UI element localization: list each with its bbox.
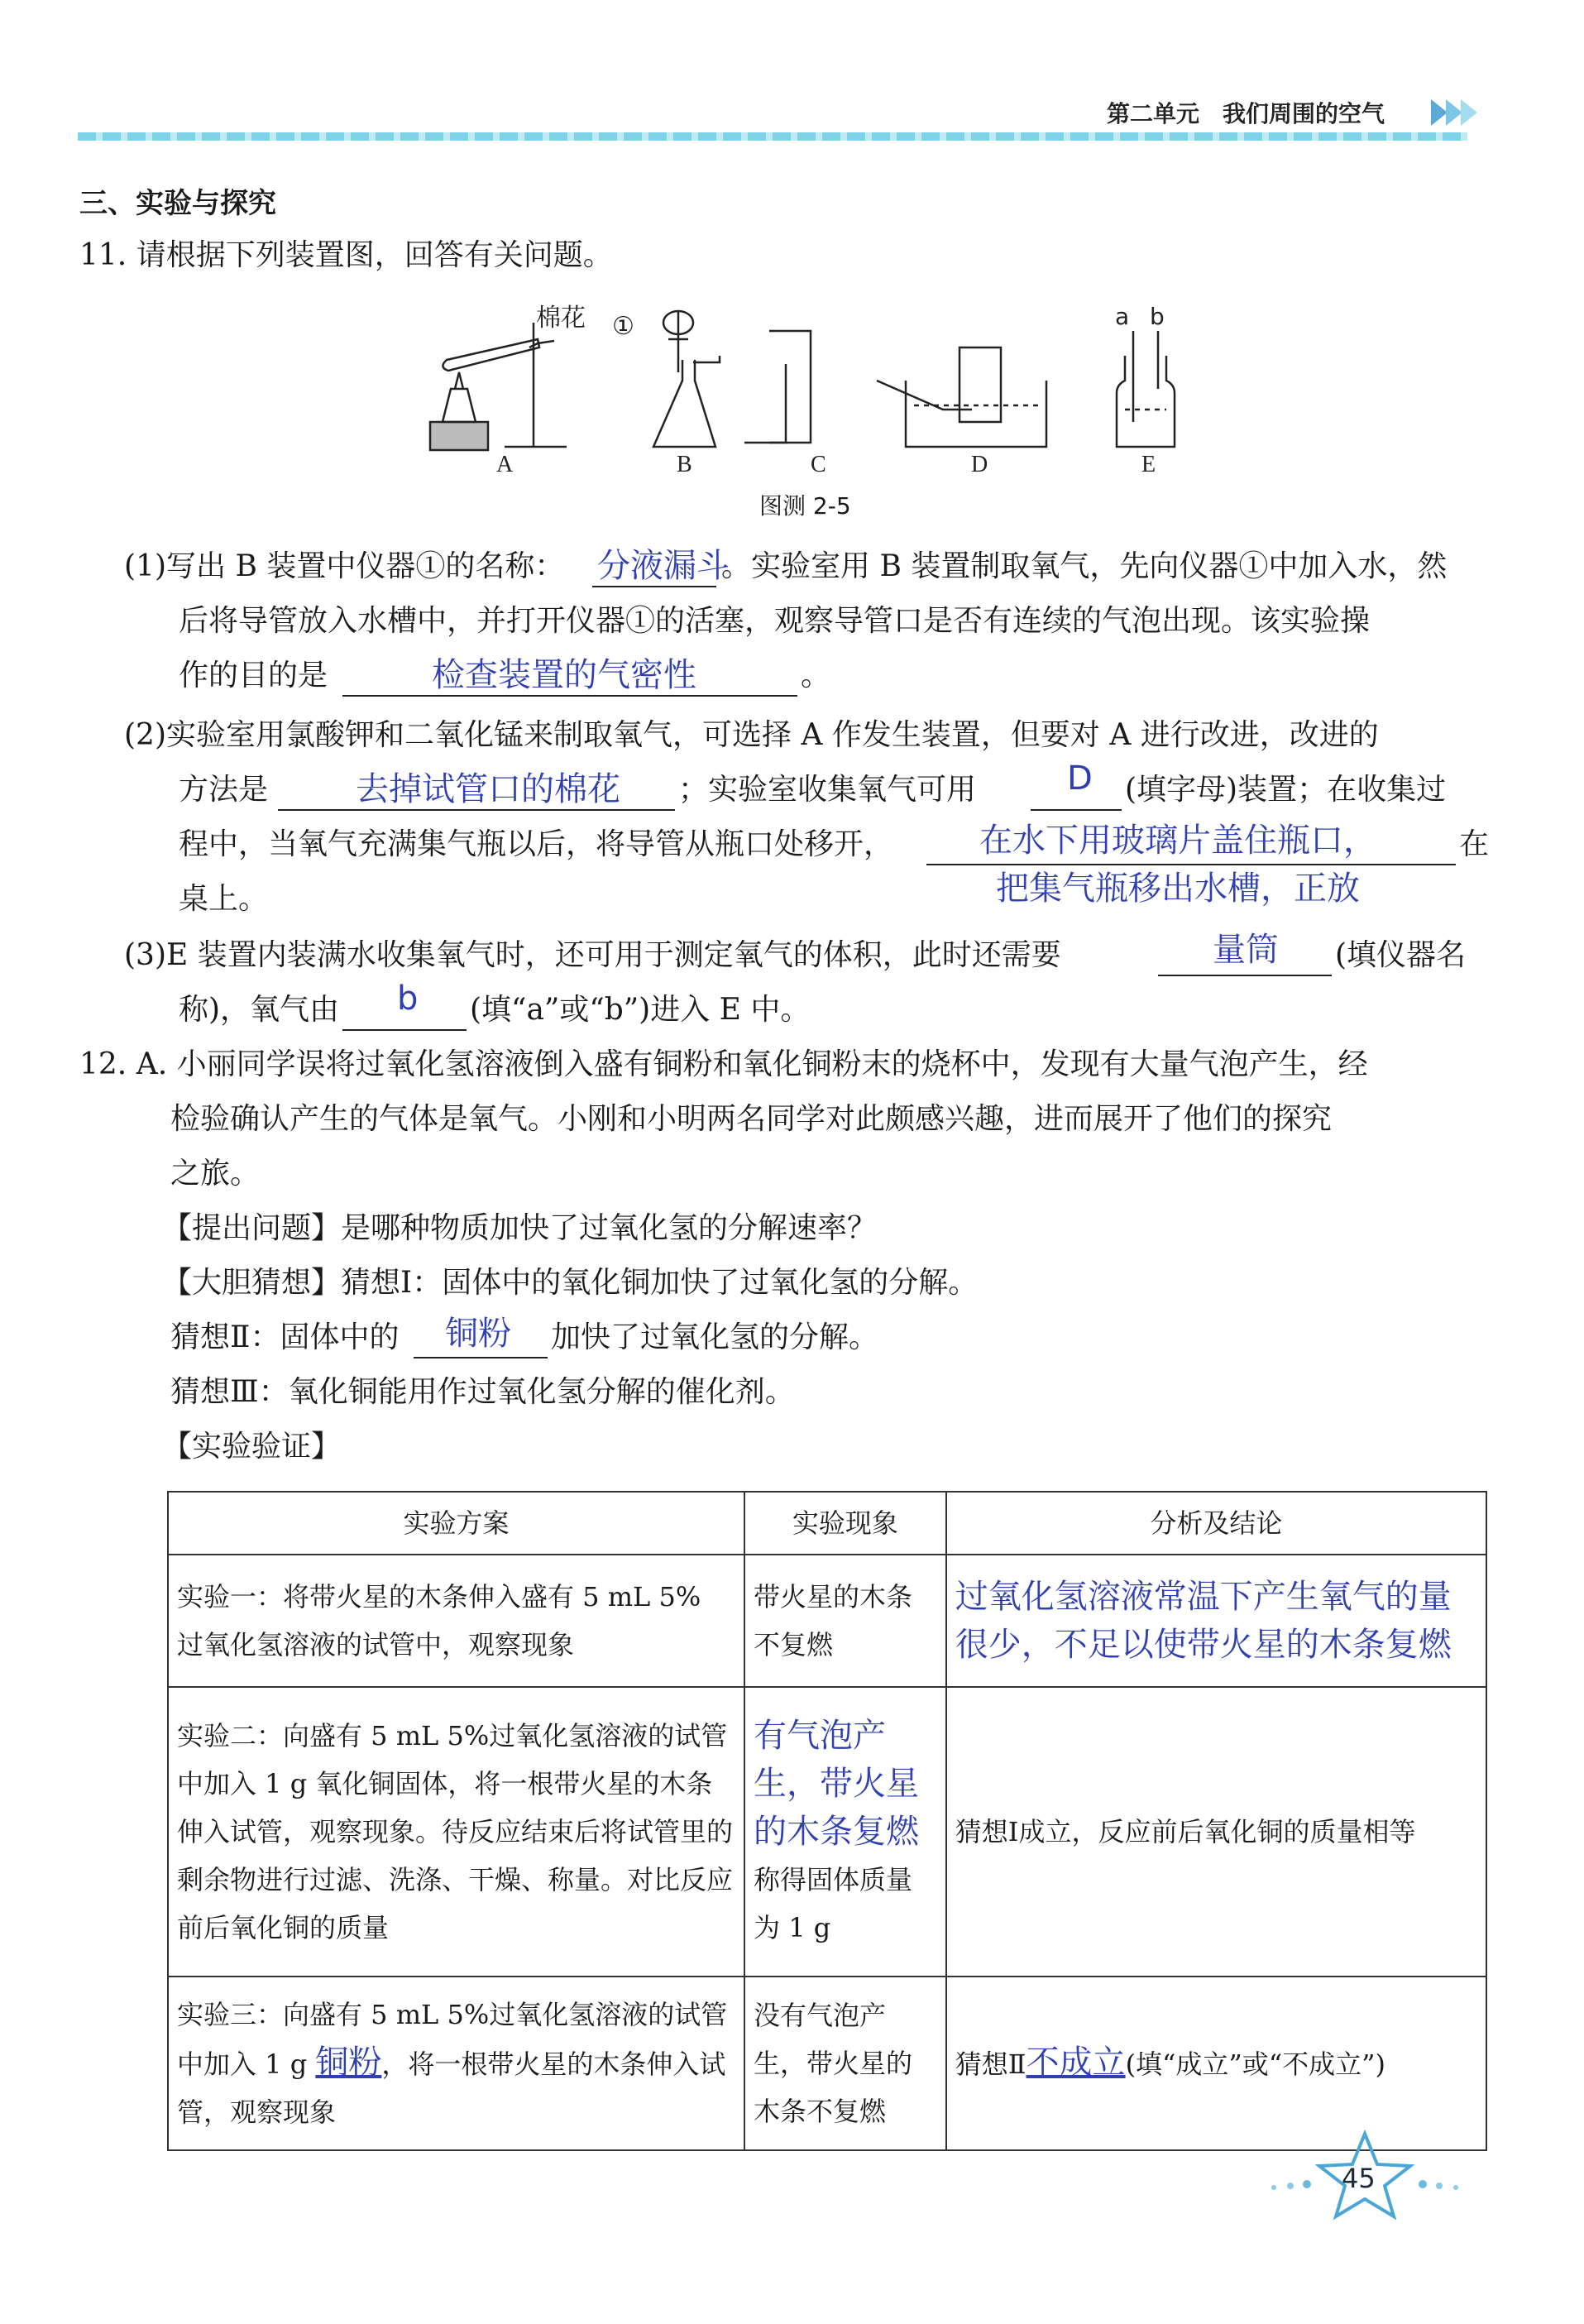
r1-conclusion: 过氧化氢溶液常温下产生氧气的量很少，不足以使带火星的木条复燃 (946, 1555, 1486, 1687)
q11-p3-line2b: (填“a”或“b”)进入 E 中。 (470, 993, 811, 1027)
section-title: 三、实验与探究 (79, 187, 276, 220)
q11-p2-line2b: ；实验室收集氧气可用 (678, 773, 977, 807)
apparatus-figure (414, 298, 1208, 496)
running-header: 第二单元 我们周围的空气 (1107, 100, 1385, 127)
q11-p2-line3a: 程中，当氧气充满集气瓶以后，将导管从瓶口处移开， (179, 827, 894, 861)
answer-p1-2: 检查装置的气密性 (432, 656, 696, 694)
experiment-table (167, 1491, 1487, 2151)
label-a: a (1115, 303, 1130, 330)
header-phenomenon: 实验现象 (744, 1492, 946, 1555)
answer-p2-2: D (1067, 759, 1093, 798)
label-E: E (1141, 452, 1156, 477)
r2-conclusion: 猜想Ⅰ成立，反应前后氧化铜的质量相等 (946, 1687, 1486, 1977)
apparatus-a (430, 323, 567, 450)
label-cotton: 棉花 (536, 304, 586, 333)
q12-line1: 12. A. 小丽同学误将过氧化氢溶液倒入盛有铜粉和氧化铜粉末的烧杯中，发现有大量气泡产生，经 (79, 1047, 1368, 1081)
apparatus-b (653, 310, 720, 447)
q11-p2-line3b: 在 (1459, 827, 1490, 861)
r2-plan: 实验二：向盛有 5 mL 5%过氧化氢溶液的试管中加入 1 g 氧化铜固体，将一根带火星的木条伸入试管，观察现象。待反应结束后将试管里的剩余物进行过滤、洗涤、干燥、称量。对比反应前后氧化铜的质量 (168, 1687, 744, 1977)
answer-p2-3b: 把集气瓶移出水槽，正放 (996, 870, 1360, 908)
q11-stem: 11. 请根据下列装置图，回答有关问题。 (79, 238, 613, 272)
answer-p3-2: b (397, 980, 419, 1018)
q11-p1-line3a: 作的目的是 (179, 659, 328, 692)
r3-phenomenon: 没有气泡产生，带火星的木条不复燃 (744, 1977, 946, 2150)
table-row (168, 1687, 1486, 1977)
q11-p3-line1a: (3)E 装置内装满水收集氧气时，还可用于测定氧气的体积，此时还需要 (124, 938, 1061, 972)
answer-p2-1: 去掉试管口的棉花 (356, 770, 620, 808)
table-row (168, 1977, 1486, 2150)
answer-guess2: 铜粉 (445, 1315, 511, 1353)
table-header-row (168, 1492, 1486, 1555)
header-conclusion: 分析及结论 (946, 1492, 1486, 1555)
r2-phenomenon-rest: 称得固体质量为 1 g (754, 1864, 913, 1943)
r3-conclusion-answer: 不成立 (1026, 2044, 1126, 2082)
q12-guess3: 猜想Ⅲ：氧化铜能用作过氧化氢分解的催化剂。 (170, 1375, 795, 1409)
r1-phenomenon: 带火星的木条不复燃 (744, 1555, 946, 1687)
q11-p3-line2a: 称)，氧气由 (179, 993, 340, 1027)
header-plan: 实验方案 (168, 1492, 744, 1555)
apparatus-e (1117, 331, 1175, 447)
header-arrow-icon (1431, 96, 1481, 129)
q11-p3-line1b: (填仪器名 (1335, 938, 1467, 972)
answer-p2-3a: 在水下用玻璃片盖住瓶口， (979, 822, 1376, 860)
q12-line3: 之旅。 (170, 1157, 261, 1191)
q12-guess2b: 加快了过氧化氢的分解。 (551, 1320, 879, 1354)
answer-p3-1: 量筒 (1213, 931, 1279, 969)
label-b: b (1150, 303, 1165, 330)
q11-p2-line2c: (填字母)装置；在收集过 (1125, 773, 1447, 807)
r3-plan-a: 实验三：向盛有 5 mL 5%过氧化氢溶液的试管中加入 1 g (177, 1999, 728, 2080)
label-C: C (811, 452, 826, 477)
figure-caption: 图测 2-5 (759, 492, 851, 520)
label-B: B (677, 452, 692, 477)
q11-p2-line4: 桌上。 (179, 882, 269, 916)
r2-phenomenon-answer: 有气泡产生，带火星的木条复燃 (754, 1717, 920, 1851)
answer-p1-1: 分液漏斗 (597, 547, 730, 585)
q11-p1-line1b: 。实验室用 B 装置制取氧气，先向仪器①中加入水，然 (721, 549, 1448, 583)
q12-guess1: 【大胆猜想】猜想Ⅰ：固体中的氧化铜加快了过氧化氢的分解。 (162, 1266, 979, 1300)
q12-question: 【提出问题】是哪种物质加快了过氧化氢的分解速率？ (162, 1211, 878, 1245)
q12-guess2a: 猜想Ⅱ：固体中的 (170, 1320, 400, 1354)
r1-plan: 实验一：将带火星的木条伸入盛有 5 mL 5% 过氧化氢溶液的试管中，观察现象 (168, 1555, 744, 1687)
q12-verify: 【实验验证】 (162, 1430, 342, 1464)
r3-plan-answer: 铜粉 (315, 2044, 382, 2082)
apparatus-c (744, 331, 811, 443)
q11-p1-line2: 后将导管放入水槽中，并打开仪器①的活塞，观察导管口是否有连续的气泡出现。该实验操 (179, 604, 1371, 638)
q11-p2-line2a: 方法是 (179, 773, 269, 807)
header-rule (78, 132, 1467, 141)
r3-conclusion-a: 猜想Ⅱ (955, 2048, 1026, 2080)
q11-p1-line3b: 。 (801, 659, 831, 692)
label-D: D (971, 452, 988, 477)
q11-p1-line1a: (1)写出 B 装置中仪器①的名称： (124, 549, 565, 583)
q11-p2-line1: (2)实验室用氯酸钾和二氧化锰来制取氧气，可选择 A 作发生装置，但要对 A 进行改进，改进的 (124, 718, 1379, 752)
page-number: 45 (1342, 2163, 1376, 2194)
label-circle1: ① (612, 312, 634, 341)
label-A: A (496, 452, 514, 477)
r3-conclusion-b: (填“成立”或“不成立”) (1125, 2048, 1385, 2080)
r3-plan-b: ，将一根带火星的木条伸入试管，观察现象 (177, 2048, 726, 2128)
apparatus-d (877, 347, 1046, 447)
table-row (168, 1555, 1486, 1687)
q12-line2: 检验确认产生的气体是氧气。小刚和小明两名同学对此颇感兴趣，进而展开了他们的探究 (170, 1102, 1333, 1136)
